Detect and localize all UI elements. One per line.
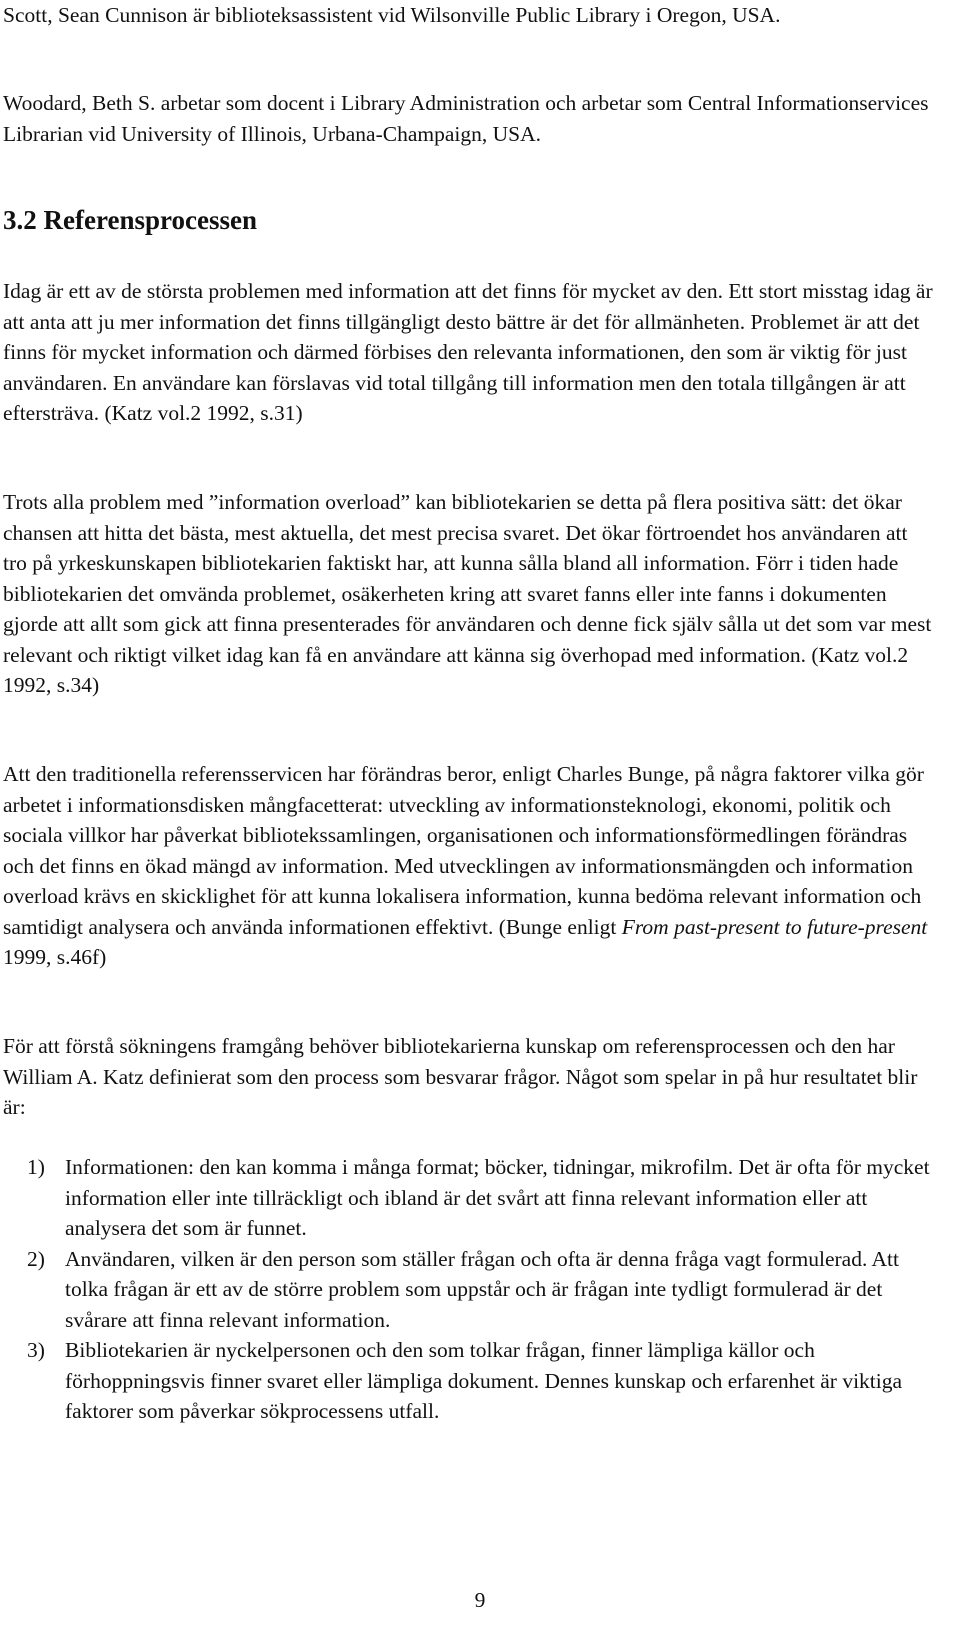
paragraph-bunge-text: Att den traditionella referensservicen har förändras beror, enligt Charles Bunge, på några faktorer vilka gör arbetet i informationsdisken mångfacetterat: utveckling av informationsteknologi, ekonomi, politik och sociala villkor har påverkat bibliotekssamlingen, organisationen och informationsförmedlingen förändras och det finns en ökad mängd av information. Med utvecklingen av informationsmängden och information overload krävs en skicklighet för att kunna lokalisera information, kunna bedöma relevant information och samtidigt analysera och använda informationen effektivt. (Bunge enligt [3,762,924,939]
bio-woodard: Woodard, Beth S. arbetar som docent i Library Administration och arbetar som Central Informationservices Librarian vid University of Illinois, Urbana-Champaign, USA. [3,91,929,146]
list-item [3,1152,933,1244]
page-number: 9 [474,1588,486,1612]
list-item-text: Informationen: den kan komma i många format; böcker, tidningar, mikrofilm. Det är ofta för mycket information eller inte tillräckligt och ibland är det svårt att finna relevant information eller att analysera det som är funnet. [65,1155,930,1240]
list-item-number: 3) [27,1338,45,1362]
list-item-number: 1) [27,1155,45,1179]
list-item [3,1335,933,1427]
paragraph-information-overload: Idag är ett av de största problemen med information att det finns för mycket av den. Ett stort misstag idag är att anta att ju mer information det finns tillgängligt desto bättre är det för allmänheten. Problemet är att det finns för mycket information och därmed förbises den relevanta informationen, den som är viktig för just användaren. En användare kan förslavas vid total tillgång till information men den totala tillgången är att eftersträva. (Katz vol.2 1992, s.31) [3,279,933,425]
paragraph-bunge [3,759,933,973]
paragraph-information-overload-positive: Trots alla problem med ”information overload” kan bibliotekarien se detta på flera positiva sätt: det ökar chansen att hitta det bästa, mest aktuella, det mest precisa svaret. Det ökar förtroendet hos användaren att tro på yrkeskunskapen bibliotekarien faktiskt har, att kunna sålla bland all information. Förr i tiden hade bibliotekarien det omvända problemet, osäkerheten kring att svaret fanns eller inte fanns i dokumenten gjorde att allt som gick att finna presenterades för användaren och denne fick själv sålla ut det som var mest relevant och riktigt vilket idag kan få en användare att känna sig överhopad med information. (Katz vol.2 1992, s.34) [3,490,932,697]
bio-scott: Scott, Sean Cunnison är biblioteksassistent vid Wilsonville Public Library i Oregon, USA. [3,3,781,27]
paragraph-katz-definition: För att förstå sökningens framgång behöver bibliotekarierna kunskap om referensprocessen och den har William A. Katz definierat som den process som besvarar frågor. Något som spelar in på hur resultatet blir är: [3,1034,918,1119]
list-item-number: 2) [27,1246,45,1271]
section-heading: 3.2 Referensprocessen [3,205,257,235]
list-item [3,1244,933,1336]
paragraph-bunge-citation: 1999, s.46f) [3,945,107,969]
list-item-text: Bibliotekarien är nyckelpersonen och den som tolkar frågan, finner lämpliga källor och förhoppningsvis finner svaret eller lämpliga dokument. Dennes kunskap och erfarenhet är viktiga faktorer som påverkar sökprocessens utfall. [65,1338,903,1423]
list-item-text: Användaren, vilken är den person som ställer frågan och ofta är denna fråga vagt formulerad. Att tolka frågan är ett av de större problem som uppstår och är frågan inte tydligt formulerad är det svårare att finna relevant information. [65,1246,899,1332]
factor-list [3,1152,933,1427]
book-title: From past-present to future-present [621,914,928,939]
